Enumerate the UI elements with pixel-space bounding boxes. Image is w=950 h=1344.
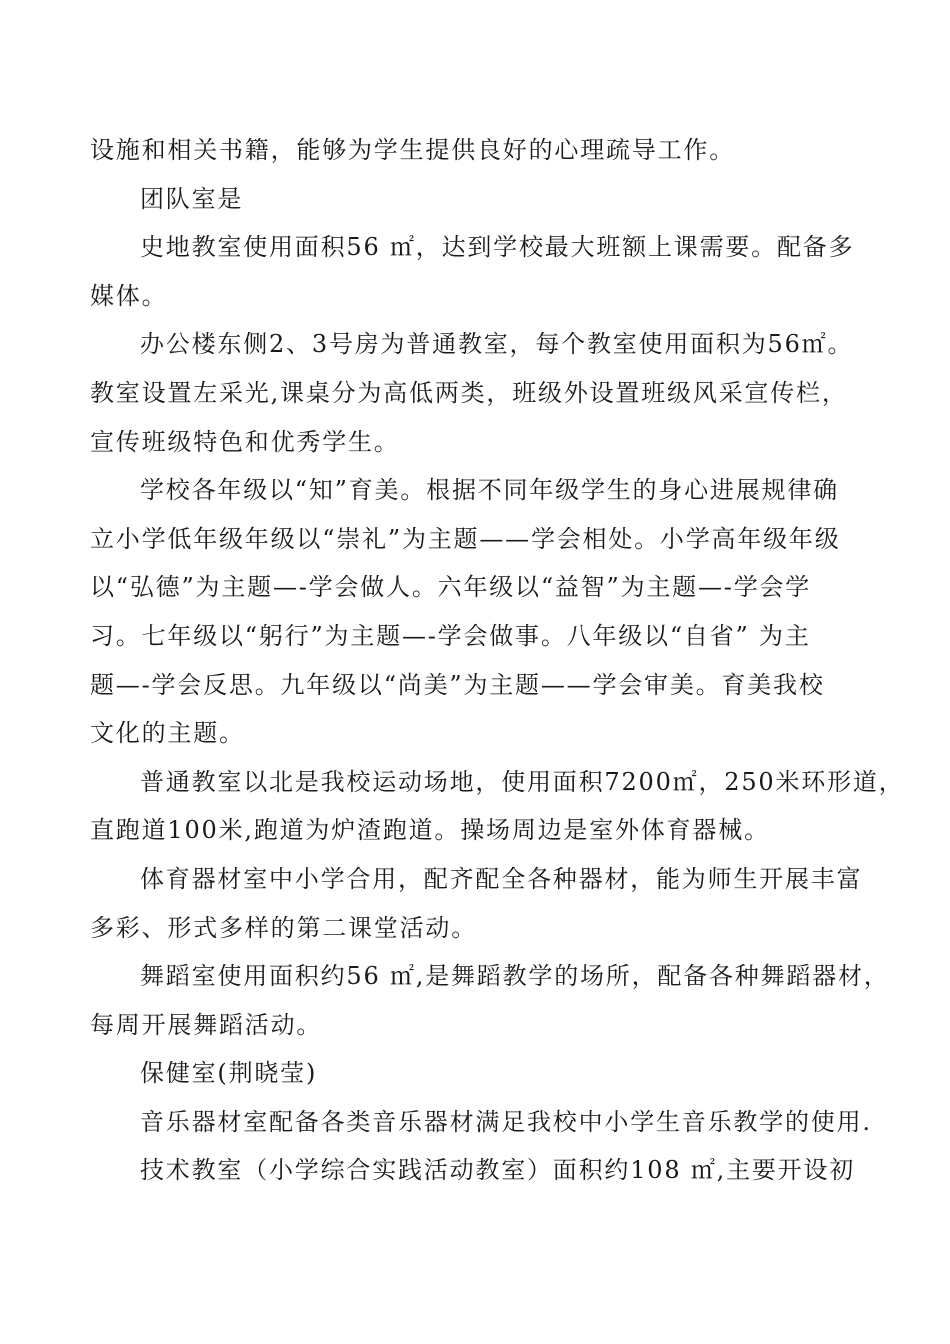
text-line: 普通教室以北是我校运动场地，使用面积7200㎡，250米环形道， xyxy=(140,767,905,796)
text-line: 教室设置左采光,课桌分为高低两类，班级外设置班级风采宣传栏， xyxy=(90,378,848,407)
text-line: 直跑道100米,跑道为炉渣跑道。操场周边是室外体育器械。 xyxy=(90,816,770,845)
text-line: 史地教室使用面积56 ㎡，达到学校最大班额上课需要。配备多 xyxy=(140,233,855,262)
text-line: 立小学低年级年级以“崇礼”为主题——学会相处。小学高年级年级 xyxy=(90,524,841,553)
text-line: 习。七年级以“躬行”为主题—-学会做事。八年级以“自省” 为主 xyxy=(90,621,811,650)
text-line: 办公楼东侧2、3号房为普通教室，每个教室使用面积为56㎡。 xyxy=(140,330,854,359)
text-line: 音乐器材室配备各类音乐器材满足我校中小学生音乐教学的使用. xyxy=(140,1107,872,1136)
text-line: 多彩、形式多样的第二课堂活动。 xyxy=(90,913,477,942)
text-line: 体育器材室中小学合用，配齐配全各种器材，能为师生开展丰富 xyxy=(140,864,863,893)
body-text xyxy=(90,126,905,1195)
text-line: 文化的主题。 xyxy=(90,719,245,748)
text-line: 宣传班级特色和优秀学生。 xyxy=(90,427,400,456)
text-line: 以“弘德”为主题—-学会做人。六年级以“益智”为主题—-学会学 xyxy=(90,573,812,602)
text-line: 技术教室（小学综合实践活动教室）面积约108 ㎡,主要开设初 xyxy=(140,1156,856,1185)
text-line: 每周开展舞蹈活动。 xyxy=(90,1010,323,1039)
text-line: 保健室(荆晓莹) xyxy=(140,1059,318,1088)
text-line: 设施和相关书籍，能够为学生提供良好的心理疏导工作。 xyxy=(90,136,735,164)
text-line: 团队室是 xyxy=(140,184,244,213)
text-line: 舞蹈室使用面积约56 ㎡,是舞蹈教学的场所，配备各种舞蹈器材， xyxy=(140,962,890,991)
text-line: 媒体。 xyxy=(90,281,168,310)
text-line: 学校各年级以“知”育美。根据不同年级学生的身心进展规律确 xyxy=(140,476,839,505)
text-line: 题—-学会反思。九年级以“尚美”为主题——学会审美。育美我校 xyxy=(90,670,825,699)
